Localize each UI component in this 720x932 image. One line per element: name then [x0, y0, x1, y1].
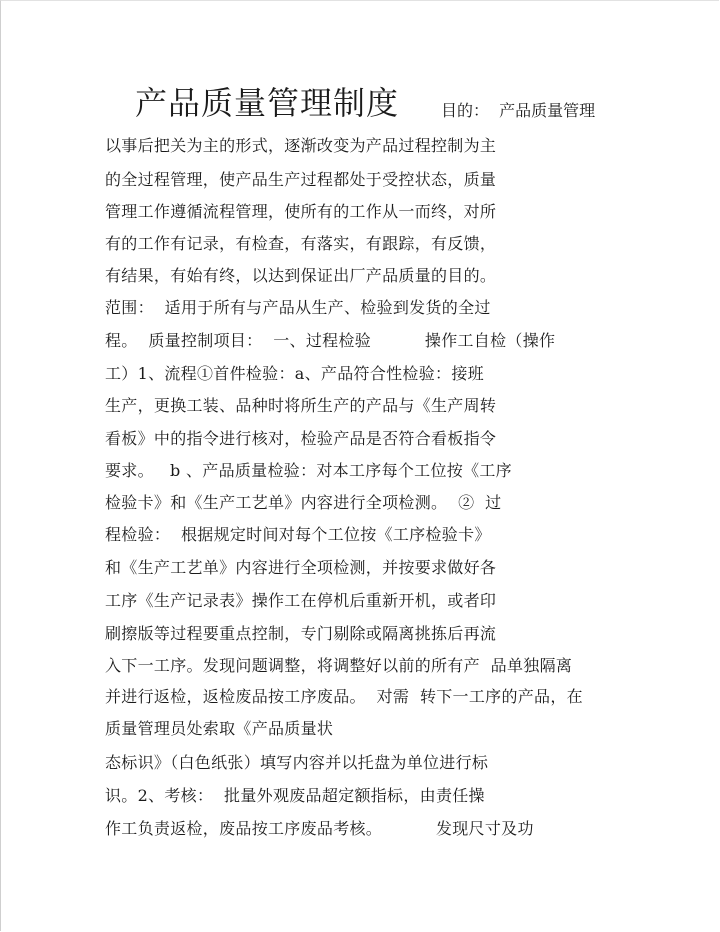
- body-line: 质量管理员处索取《产品质量状: [105, 719, 334, 738]
- body-line: 有的工作有记录，有检查，有落实，有跟踪，有反馈，: [105, 234, 497, 253]
- body-line: 有结果，有始有终，以达到保证出厂产品质量的目的。: [105, 266, 497, 285]
- body-line: 程检验： 根据规定时间对每个工位按《工序检验卡》: [105, 525, 491, 544]
- body-line: 和《生产工艺单》内容进行全项检测，并按要求做好各: [105, 558, 497, 577]
- body-line: 生产，更换工装、品种时将所生产的产品与《生产周转: [105, 396, 497, 415]
- body-line: 程。 质量控制项目： 一、过程检验 操作工自检（操作: [105, 331, 556, 350]
- body-line: 工序《生产记录表》操作工在停机后重新开机，或者印: [105, 591, 497, 610]
- body-line: 并进行返检，返检废品按工序废品。 对需 转下一工序的产品，在: [105, 687, 583, 706]
- body-line: 识。2、考核： 批量外观废品超定额指标，由责任操: [105, 786, 485, 805]
- document-title: 产品质量管理制度: [135, 84, 400, 122]
- body-line: 的全过程管理，使产品生产过程都处于受控状态，质量: [105, 170, 497, 189]
- body-line: 刷擦版等过程要重点控制，专门剔除或隔离挑拣后再流: [105, 624, 497, 643]
- body-line: 以事后把关为主的形式，逐渐改变为产品过程控制为主: [105, 136, 497, 155]
- body-line: 入下一工序。发现问题调整，将调整好以前的所有产 品单独隔离: [105, 656, 573, 675]
- purpose-heading: 目的： 产品质量管理: [441, 101, 596, 120]
- body-line: 看板》中的指令进行核对，检验产品是否符合看板指令: [105, 429, 497, 448]
- body-line: 要求。 b 、产品质量检验：对本工序每个工位按《工序: [105, 461, 512, 480]
- body-line: 作工负责返检，废品按工序废品考核。 发现尺寸及功: [105, 819, 534, 838]
- body-line: 管理工作遵循流程管理，使所有的工作从一而终，对所: [105, 202, 497, 221]
- body-line: 范围： 适用于所有与产品从生产、检验到发货的全过: [105, 298, 491, 317]
- body-line: 检验卡》和《生产工艺单》内容进行全项检测。 ② 过: [105, 493, 502, 512]
- body-line: 态标识》（白色纸张）填写内容并以托盘为单位进行标: [105, 753, 489, 772]
- body-line: 工）1、流程①首件检验：a、产品符合性检验：接班: [105, 364, 484, 383]
